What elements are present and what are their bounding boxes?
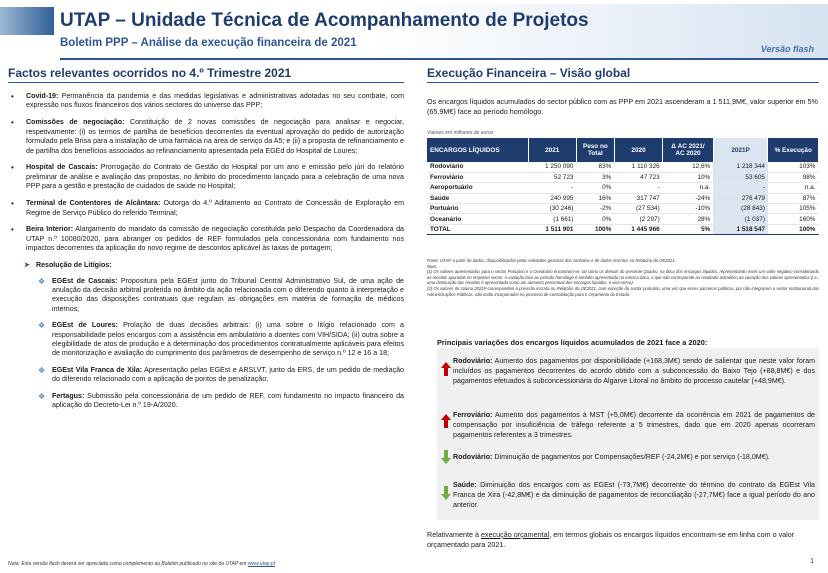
budget-execution-link[interactable]: execução orçamental xyxy=(480,530,550,539)
financial-section-title: Execução Financeira – Visão global xyxy=(427,66,631,80)
table-cell: 16% xyxy=(576,193,614,203)
table-cell: 0% xyxy=(576,183,614,193)
fact-lead: Terminal de Contentores de Alcântara: xyxy=(26,199,161,208)
arrow-up-icon xyxy=(441,362,451,376)
table-cell: 1 110 326 xyxy=(614,162,662,172)
diamond-bullet-icon: ❖ xyxy=(38,391,46,401)
budget-conclusion xyxy=(427,530,819,550)
facts-list xyxy=(8,92,404,417)
table-cell: n.a. xyxy=(663,183,714,193)
fact-item xyxy=(8,163,404,191)
table-cell: n.a. xyxy=(768,183,819,193)
table-header-row xyxy=(427,138,819,162)
bullet-icon: • xyxy=(11,163,14,173)
column-header: 2021 xyxy=(528,138,576,162)
table-cell: 160% xyxy=(768,214,819,224)
variation-item xyxy=(453,410,815,440)
table-cell: 100% xyxy=(768,224,819,234)
variations-title: Principais variações dos encargos líquidos acumulados de 2021 face a 2020: xyxy=(437,338,708,347)
table-cell: -10% xyxy=(663,204,714,214)
header-divider xyxy=(60,58,828,60)
financial-intro: Os encargos líquidos acumulados do sector público com as PPP em 2021 ascenderam a 1 511,9M€, valor superior em 5% (65,9M€) face ao período homólogo. xyxy=(427,97,818,116)
arrow-up-icon xyxy=(441,414,451,428)
table-cell: 1 518 547 xyxy=(713,224,768,234)
fact-lead: Comissões de negociação: xyxy=(26,118,125,127)
fact-item xyxy=(8,118,404,156)
litigation-item xyxy=(8,277,404,315)
litigation-item xyxy=(8,392,404,411)
table-cell: 53 605 xyxy=(713,172,768,182)
table-cell: 0% xyxy=(576,214,614,224)
table-cell: (28 843) xyxy=(713,204,768,214)
row-label-cell: Aeroportuário xyxy=(427,183,528,193)
table-cell: 47 723 xyxy=(614,172,662,182)
table-caption: Valores em milhares de euros xyxy=(427,130,494,136)
table-total-row xyxy=(427,224,819,234)
column-header: % Execução xyxy=(768,138,819,162)
litigation-text: Propositura pela EGEst junto do Tribunal Central Administrativo Sul, de uma ação de anulação da decisão arbitral proferida no âmbito da ação relacionada com o diferendo quanto à interpretação e execução das disposições contratuais que regulam as obrigações em matéria de formação de médicos internos; xyxy=(52,276,404,313)
bullet-icon: • xyxy=(11,118,14,128)
page-header xyxy=(0,0,828,60)
header-accent-bar xyxy=(0,7,54,35)
utap-website-link[interactable]: www.utap.pt xyxy=(247,561,276,567)
facts-section-rule xyxy=(8,82,404,83)
arrow-down-icon xyxy=(441,450,451,464)
column-header: ENCARGOS LÍQUIDOS xyxy=(427,138,528,162)
table-row xyxy=(427,162,819,172)
column-header: 2021P xyxy=(713,138,768,162)
diamond-bullet-icon: ❖ xyxy=(38,276,46,286)
variation-text: Diminuição dos encargos com as EGEst (-73,7M€) decorrente do término do contrato da EGEst Vila Franca de Xira (-42,8M€) e da diminuição de pagamentos de reconciliação (-27,7M€) face a igual período do ano anterior. xyxy=(453,481,815,509)
table-notes xyxy=(427,258,819,297)
litigation-lead: Fertagus: xyxy=(52,391,85,400)
table-cell: (1 037) xyxy=(713,214,768,224)
table-cell: 5% xyxy=(663,224,714,234)
table-cell: - xyxy=(713,183,768,193)
conclusion-text-end: , em termos globais os encargos líquidos encontram-se em linha com o valor orçamentado para 2021. xyxy=(427,530,795,549)
fact-text: Constituição de 2 novas comissões de negociação para analisar e negociar, respetivamente: (i) os termos de partilha de benefícios decorrentes da eventual aprovação do pedido de autorização formulado pela Brisa para a instalação de uma farmácia na área de serviço da A5; e (ii) a proposta de refinanciamento e de partilha dos benefícios associados ao refinanciamento apresentada pela EGEd do Hospital de Loures; xyxy=(26,118,404,155)
litigation-lead: EGEst de Loures: xyxy=(52,321,118,330)
table-cell: 12,6% xyxy=(663,162,714,172)
litigation-text: Prolação de duas decisões arbitrais: (i) uma sobre o litígio relacionado com a responsabilidade pelos encargos com a assistência em ambulatório a doentes com VIH/SIDA; (ii) outra sobre a elegibilidade de atos de produção e à determinação dos procedimentos contratualmente aplicáveis para efeitos de monitorização e avaliação do cumprimento dos parâmetros de desempenho de serviço n.º 12 e 16 a 18; xyxy=(52,321,404,358)
page-number: 1 xyxy=(810,558,814,565)
table-cell: 105% xyxy=(768,204,819,214)
variation-lead: Rodoviário: xyxy=(453,357,493,365)
table-cell: 1 250 090 xyxy=(528,162,576,172)
facts-section-title: Factos relevantes ocorridos no 4.º Trimestre 2021 xyxy=(8,66,292,80)
fact-item xyxy=(8,199,404,218)
table-cell: (30 246) xyxy=(528,204,576,214)
variation-lead: Saúde: xyxy=(453,481,477,489)
arrow-bullet-icon: ➤ xyxy=(24,261,30,270)
arrow-down-icon xyxy=(441,486,451,500)
fact-lead: Hospital de Cascais: xyxy=(26,163,98,172)
table-cell: 87% xyxy=(768,193,819,203)
litigation-heading-label: Resolução de Litígios: xyxy=(35,261,112,270)
table-source-note: Fonte: UTAP, a partir de dados, disponibilizados pelas entidades gestoras dos contratos e de dados inscritos no Relatório do OE2021. xyxy=(427,258,676,263)
table-cell: 276 479 xyxy=(713,193,768,203)
row-label-cell: Portuário xyxy=(427,204,528,214)
table-note-2: (2) Os valores da coluna 2021P correspondem à previsão inscrita no Relatório do OE2021, com exceção do sector portuário, uma vez que esses parceiros públicos, por não integrarem o sector institucional das Administrações Públicas, não estão incorporados no processo de consolidação para o Orçamento do Estado. xyxy=(427,285,819,297)
fact-text: Permanência da pandemia e das medidas legislativas e administrativas adotadas no seu combate, com expressão nos fluxos financeiros dos vários sectores do universo das PPP; xyxy=(26,92,404,110)
variation-text: Diminuição de pagamentos por Compensações/REF (-24,2M€) e por serviço (-18,0M€). xyxy=(492,453,770,461)
table-row xyxy=(427,204,819,214)
table-cell: -2% xyxy=(576,204,614,214)
table-cell: 1 445 966 xyxy=(614,224,662,234)
column-header: Peso no Total xyxy=(576,138,614,162)
table-cell: 83% xyxy=(576,162,614,172)
document-title: UTAP – Unidade Técnica de Acompanhamento de Projetos xyxy=(60,10,589,31)
table-cell: 3% xyxy=(576,172,614,182)
footer-note xyxy=(8,561,275,567)
fact-text: Outorga do 4.º Aditamento ao Contrato de Concessão de Exploração em Regime de Serviço Público do referido Terminal; xyxy=(26,199,404,217)
litigation-lead: EGEst de Cascais: xyxy=(52,276,118,285)
fact-text: Prorrogação do Contrato de Gestão do Hospital por um ano e emissão pelo júri do relatório preliminar de análise e avaliação das propostas, no âmbito do procedimento lançado para a celebração de uma nova PPP para a gestão e prestação de cuidados de saúde no Hospital; xyxy=(26,163,404,191)
fact-item xyxy=(8,92,404,111)
litigation-heading xyxy=(8,261,404,270)
row-label-cell: TOTAL xyxy=(427,224,528,234)
variation-item xyxy=(453,452,815,462)
table-cell: -24% xyxy=(663,193,714,203)
table-cell: 98% xyxy=(768,172,819,182)
document-subtitle: Boletim PPP – Análise da execução financeira de 2021 xyxy=(60,37,357,49)
table-cell: 1 511 901 xyxy=(528,224,576,234)
table-row xyxy=(427,183,819,193)
litigation-item xyxy=(8,366,404,385)
bullet-icon: • xyxy=(11,199,14,209)
table-cell: 103% xyxy=(768,162,819,172)
row-label-cell: Oceanário xyxy=(427,214,528,224)
table-cell: 28% xyxy=(663,214,714,224)
fact-text: Alargamento do mandato da comissão de negociação constituída pelo Despacho da Coordenadora da UTAP n.º 10080/2020, para abranger os pedidos de REF formulados pela concessionária com fundamento nos impactos decorrentes da aplicação do novo regime de descontos aplicável às taxas de portagem; xyxy=(26,225,405,253)
table-cell: - xyxy=(528,183,576,193)
diamond-bullet-icon: ❖ xyxy=(38,321,46,331)
fact-lead: Covid-19: xyxy=(26,92,59,100)
variation-text: Aumento dos pagamentos por disponibilidade (+168,3M€) sendo de salientar que neste valor foram incluídos os pagamentos decorrentes do acordo obtido com a subconcessão do Baixo Tejo (+88,8M€) e dos pagamentos efetuados à subconcessionária do Algarve Litoral no âmbito do processo cautelar (+48,9M€). xyxy=(453,357,815,385)
table-cell: (27 534) xyxy=(614,204,662,214)
column-header: Δ AC 2021/ AC 2020 xyxy=(663,138,714,162)
row-label-cell: Ferroviário xyxy=(427,172,528,182)
financial-section-rule xyxy=(427,82,819,83)
table-row xyxy=(427,193,819,203)
variation-item xyxy=(453,480,815,510)
conclusion-text-start: Relativamente à xyxy=(427,530,481,539)
bullet-icon: • xyxy=(11,92,14,101)
table-cell: 317 747 xyxy=(614,193,662,203)
table-cell: 10% xyxy=(663,172,714,182)
variation-text: Aumento dos pagamentos à MST (+5,0M€) decorrente da ocorrência em 2021 de pagamentos de compensação por insuficiência de tráfego referente a 5 trimestres, dado que em 2020 apenas ocorreram pagamentos referentes a 3 trimestres. xyxy=(453,411,815,439)
bullet-icon: • xyxy=(11,225,14,235)
footer-note-text: Nota: Esta versão flash deverá ser apreciada como complemento ao Boletim publicado no site da UTAP em xyxy=(8,561,248,567)
flash-version-label: Versão flash xyxy=(760,44,814,54)
row-label-cell: Saúde xyxy=(427,193,528,203)
table-note-label: Nota: xyxy=(427,263,438,269)
variation-lead: Rodoviário: xyxy=(453,453,493,461)
litigation-text: Submissão pela concessionária de um pedido de REF, com fundamento no impacto financeiro da aplicação do Decreto-Lei n.º 19-A/2020. xyxy=(52,391,404,410)
row-label-cell: Rodoviário xyxy=(427,162,528,172)
column-header: 2020 xyxy=(614,138,662,162)
table-row xyxy=(427,172,819,182)
diamond-bullet-icon: ❖ xyxy=(38,365,46,375)
litigation-item xyxy=(8,321,404,359)
table-cell: 100% xyxy=(576,224,614,234)
fact-lead: Beira Interior: xyxy=(26,225,74,234)
net-charges-table xyxy=(427,138,819,235)
table-body xyxy=(427,162,819,235)
fact-item xyxy=(8,225,404,253)
table-row xyxy=(427,214,819,224)
variation-lead: Ferroviário: xyxy=(453,411,493,419)
litigation-text: Apresentação pelas EGEst e ARSLVT, junto da ERS, de um pedido de mediação do diferendo relacionado com a aplicação de pontos de penalização; xyxy=(52,365,405,384)
table-cell: 1 218 344 xyxy=(713,162,768,172)
litigation-lead: EGEst Vila Franca de Xila: xyxy=(52,365,143,374)
table-note-1: (1) Os valores apresentados para o sector Portuário e o Oceanário encontram-se, tal como os demais do presente Quadro, na ótica dos encargos líquidos, representando estes um valor negativo considerando as receitas apuradas no respetivo sector. A variação face ao período homólogo é também apresentada na mesma ótica, o que não corresponde ao resultado aritmético da variação dos valores apresentados (i.e., uma diminuição das receitas é apresentada como um aumento percentual dos encargos líquidos, e vice-versa). xyxy=(427,269,819,286)
table-cell: (2 297) xyxy=(614,214,662,224)
table-cell: 52 723 xyxy=(528,172,576,182)
table-cell: - xyxy=(614,183,662,193)
variation-item xyxy=(453,356,815,386)
table-cell: 240 995 xyxy=(528,193,576,203)
variations-panel xyxy=(437,348,819,520)
table-cell: (1 661) xyxy=(528,214,576,224)
